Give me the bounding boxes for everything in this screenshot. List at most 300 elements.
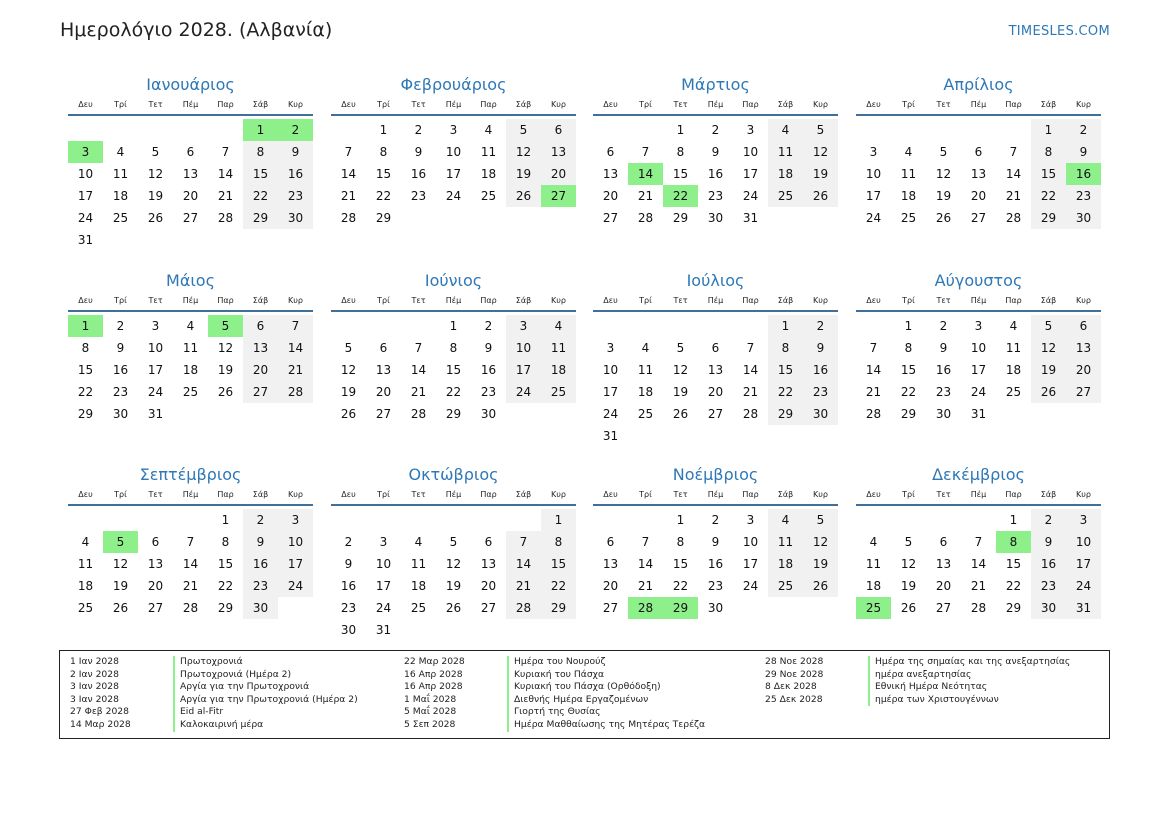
day-cell[interactable]: 4 xyxy=(116,145,125,159)
day-cell[interactable]: 8 xyxy=(541,531,576,553)
day-cell[interactable]: 9 xyxy=(803,337,838,359)
day-cell[interactable]: 12 xyxy=(112,557,129,571)
day-cell[interactable]: 9 xyxy=(484,341,493,355)
day-cell[interactable]: 17 xyxy=(742,167,759,181)
day-cell[interactable]: 19 xyxy=(935,189,952,203)
day-cell[interactable]: 19 xyxy=(506,163,541,185)
day-cell[interactable]: 20 xyxy=(147,579,164,593)
day-cell[interactable]: 10 xyxy=(375,557,392,571)
day-cell[interactable]: 3 xyxy=(869,145,878,159)
day-cell[interactable]: 19 xyxy=(147,189,164,203)
day-cell[interactable]: 7 xyxy=(414,341,423,355)
day-cell[interactable]: 21 xyxy=(182,579,199,593)
day-cell[interactable]: 20 xyxy=(602,579,619,593)
day-cell[interactable]: 29 xyxy=(541,597,576,619)
day-cell[interactable]: 19 xyxy=(803,553,838,575)
day-cell[interactable]: 12 xyxy=(506,141,541,163)
day-cell[interactable]: 4 xyxy=(768,509,803,531)
holiday-day-cell[interactable]: 16 xyxy=(1066,163,1101,185)
day-cell[interactable]: 4 xyxy=(186,319,195,333)
day-cell[interactable]: 26 xyxy=(506,185,541,207)
day-cell[interactable]: 24 xyxy=(865,211,882,225)
day-cell[interactable]: 28 xyxy=(865,407,882,421)
day-cell[interactable]: 29 xyxy=(243,207,278,229)
day-cell[interactable]: 15 xyxy=(1005,557,1022,571)
day-cell[interactable]: 25 xyxy=(541,381,576,403)
day-cell[interactable]: 3 xyxy=(974,319,983,333)
day-cell[interactable]: 25 xyxy=(480,189,497,203)
day-cell[interactable]: 9 xyxy=(939,341,948,355)
day-cell[interactable]: 31 xyxy=(375,623,392,637)
day-cell[interactable]: 28 xyxy=(410,407,427,421)
day-cell[interactable]: 8 xyxy=(676,145,685,159)
day-cell[interactable]: 15 xyxy=(541,553,576,575)
day-cell[interactable]: 12 xyxy=(1031,337,1066,359)
day-cell[interactable]: 22 xyxy=(1005,579,1022,593)
day-cell[interactable]: 15 xyxy=(900,363,917,377)
day-cell[interactable]: 4 xyxy=(1009,319,1018,333)
day-cell[interactable]: 28 xyxy=(340,211,357,225)
day-cell[interactable]: 28 xyxy=(1005,211,1022,225)
day-cell[interactable]: 12 xyxy=(935,167,952,181)
day-cell[interactable]: 23 xyxy=(243,575,278,597)
day-cell[interactable]: 20 xyxy=(1066,359,1101,381)
day-cell[interactable]: 8 xyxy=(81,341,90,355)
day-cell[interactable]: 11 xyxy=(865,557,882,571)
day-cell[interactable]: 23 xyxy=(278,185,313,207)
day-cell[interactable]: 9 xyxy=(414,145,423,159)
day-cell[interactable]: 30 xyxy=(1066,207,1101,229)
day-cell[interactable]: 22 xyxy=(1031,185,1066,207)
day-cell[interactable]: 3 xyxy=(379,535,388,549)
day-cell[interactable]: 9 xyxy=(1066,141,1101,163)
day-cell[interactable]: 19 xyxy=(803,163,838,185)
day-cell[interactable]: 24 xyxy=(970,385,987,399)
day-cell[interactable]: 6 xyxy=(541,119,576,141)
day-cell[interactable]: 17 xyxy=(445,167,462,181)
day-cell[interactable]: 9 xyxy=(711,145,720,159)
day-cell[interactable]: 5 xyxy=(344,341,353,355)
day-cell[interactable]: 10 xyxy=(1066,531,1101,553)
day-cell[interactable]: 25 xyxy=(112,211,129,225)
day-cell[interactable]: 22 xyxy=(243,185,278,207)
day-cell[interactable]: 10 xyxy=(506,337,541,359)
day-cell[interactable]: 9 xyxy=(243,531,278,553)
day-cell[interactable]: 12 xyxy=(672,363,689,377)
day-cell[interactable]: 18 xyxy=(182,363,199,377)
day-cell[interactable]: 15 xyxy=(672,167,689,181)
day-cell[interactable]: 25 xyxy=(410,601,427,615)
day-cell[interactable]: 31 xyxy=(742,211,759,225)
day-cell[interactable]: 11 xyxy=(1005,341,1022,355)
day-cell[interactable]: 29 xyxy=(217,601,234,615)
day-cell[interactable]: 14 xyxy=(340,167,357,181)
day-cell[interactable]: 6 xyxy=(151,535,160,549)
day-cell[interactable]: 4 xyxy=(904,145,913,159)
holiday-day-cell[interactable]: 22 xyxy=(663,185,698,207)
day-cell[interactable]: 1 xyxy=(676,513,685,527)
day-cell[interactable]: 26 xyxy=(803,185,838,207)
day-cell[interactable]: 11 xyxy=(480,145,497,159)
day-cell[interactable]: 4 xyxy=(869,535,878,549)
day-cell[interactable]: 27 xyxy=(480,601,497,615)
day-cell[interactable]: 23 xyxy=(1066,185,1101,207)
day-cell[interactable]: 23 xyxy=(707,189,724,203)
day-cell[interactable]: 11 xyxy=(900,167,917,181)
day-cell[interactable]: 5 xyxy=(803,119,838,141)
day-cell[interactable]: 30 xyxy=(480,407,497,421)
day-cell[interactable]: 18 xyxy=(900,189,917,203)
day-cell[interactable]: 1 xyxy=(768,315,803,337)
day-cell[interactable]: 14 xyxy=(278,337,313,359)
day-cell[interactable]: 12 xyxy=(803,531,838,553)
day-cell[interactable]: 6 xyxy=(186,145,195,159)
day-cell[interactable]: 28 xyxy=(182,601,199,615)
holiday-day-cell[interactable]: 27 xyxy=(541,185,576,207)
day-cell[interactable]: 8 xyxy=(379,145,388,159)
day-cell[interactable]: 2 xyxy=(344,535,353,549)
holiday-day-cell[interactable]: 1 xyxy=(243,119,278,141)
day-cell[interactable]: 22 xyxy=(445,385,462,399)
holiday-day-cell[interactable]: 2 xyxy=(278,119,313,141)
holiday-day-cell[interactable]: 29 xyxy=(663,597,698,619)
day-cell[interactable]: 22 xyxy=(672,579,689,593)
day-cell[interactable]: 29 xyxy=(1031,207,1066,229)
day-cell[interactable]: 17 xyxy=(147,363,164,377)
day-cell[interactable]: 7 xyxy=(641,145,650,159)
day-cell[interactable]: 13 xyxy=(935,557,952,571)
day-cell[interactable]: 25 xyxy=(182,385,199,399)
day-cell[interactable]: 21 xyxy=(217,189,234,203)
day-cell[interactable]: 27 xyxy=(970,211,987,225)
day-cell[interactable]: 1 xyxy=(541,509,576,531)
day-cell[interactable]: 15 xyxy=(375,167,392,181)
day-cell[interactable]: 31 xyxy=(77,233,94,247)
day-cell[interactable]: 12 xyxy=(217,341,234,355)
brand-link[interactable]: TIMESLES.COM xyxy=(1008,24,1110,39)
day-cell[interactable]: 6 xyxy=(711,341,720,355)
day-cell[interactable]: 4 xyxy=(541,315,576,337)
day-cell[interactable]: 11 xyxy=(768,141,803,163)
day-cell[interactable]: 27 xyxy=(935,601,952,615)
day-cell[interactable]: 2 xyxy=(484,319,493,333)
holiday-day-cell[interactable]: 1 xyxy=(68,315,103,337)
day-cell[interactable]: 23 xyxy=(1031,575,1066,597)
day-cell[interactable]: 3 xyxy=(506,315,541,337)
day-cell[interactable]: 15 xyxy=(672,557,689,571)
day-cell[interactable]: 12 xyxy=(445,557,462,571)
day-cell[interactable]: 17 xyxy=(506,359,541,381)
day-cell[interactable]: 17 xyxy=(278,553,313,575)
day-cell[interactable]: 3 xyxy=(746,513,755,527)
day-cell[interactable]: 17 xyxy=(865,189,882,203)
day-cell[interactable]: 16 xyxy=(707,557,724,571)
day-cell[interactable]: 26 xyxy=(1031,381,1066,403)
day-cell[interactable]: 24 xyxy=(602,407,619,421)
day-cell[interactable]: 21 xyxy=(340,189,357,203)
day-cell[interactable]: 26 xyxy=(340,407,357,421)
day-cell[interactable]: 1 xyxy=(449,319,458,333)
day-cell[interactable]: 12 xyxy=(147,167,164,181)
day-cell[interactable]: 22 xyxy=(77,385,94,399)
day-cell[interactable]: 17 xyxy=(742,557,759,571)
day-cell[interactable]: 21 xyxy=(278,359,313,381)
day-cell[interactable]: 4 xyxy=(484,123,493,137)
day-cell[interactable]: 30 xyxy=(935,407,952,421)
day-cell[interactable]: 7 xyxy=(641,535,650,549)
day-cell[interactable]: 7 xyxy=(1009,145,1018,159)
day-cell[interactable]: 30 xyxy=(278,207,313,229)
day-cell[interactable]: 5 xyxy=(449,535,458,549)
day-cell[interactable]: 7 xyxy=(869,341,878,355)
day-cell[interactable]: 5 xyxy=(151,145,160,159)
day-cell[interactable]: 24 xyxy=(375,601,392,615)
holiday-day-cell[interactable]: 28 xyxy=(628,597,663,619)
day-cell[interactable]: 22 xyxy=(900,385,917,399)
day-cell[interactable]: 1 xyxy=(1031,119,1066,141)
day-cell[interactable]: 17 xyxy=(375,579,392,593)
day-cell[interactable]: 5 xyxy=(1031,315,1066,337)
holiday-day-cell[interactable]: 5 xyxy=(208,315,243,337)
day-cell[interactable]: 1 xyxy=(676,123,685,137)
day-cell[interactable]: 31 xyxy=(602,429,619,443)
day-cell[interactable]: 8 xyxy=(449,341,458,355)
day-cell[interactable]: 26 xyxy=(147,211,164,225)
day-cell[interactable]: 29 xyxy=(900,407,917,421)
day-cell[interactable]: 13 xyxy=(182,167,199,181)
day-cell[interactable]: 2 xyxy=(711,123,720,137)
day-cell[interactable]: 9 xyxy=(116,341,125,355)
day-cell[interactable]: 3 xyxy=(151,319,160,333)
day-cell[interactable]: 14 xyxy=(970,557,987,571)
day-cell[interactable]: 3 xyxy=(278,509,313,531)
day-cell[interactable]: 16 xyxy=(480,363,497,377)
day-cell[interactable]: 5 xyxy=(676,341,685,355)
day-cell[interactable]: 10 xyxy=(865,167,882,181)
day-cell[interactable]: 23 xyxy=(803,381,838,403)
day-cell[interactable]: 13 xyxy=(243,337,278,359)
day-cell[interactable]: 16 xyxy=(1031,553,1066,575)
day-cell[interactable]: 13 xyxy=(1066,337,1101,359)
day-cell[interactable]: 8 xyxy=(243,141,278,163)
day-cell[interactable]: 23 xyxy=(340,601,357,615)
day-cell[interactable]: 30 xyxy=(803,403,838,425)
day-cell[interactable]: 24 xyxy=(742,579,759,593)
day-cell[interactable]: 19 xyxy=(217,363,234,377)
day-cell[interactable]: 21 xyxy=(865,385,882,399)
day-cell[interactable]: 4 xyxy=(414,535,423,549)
day-cell[interactable]: 26 xyxy=(217,385,234,399)
day-cell[interactable]: 23 xyxy=(480,385,497,399)
day-cell[interactable]: 8 xyxy=(904,341,913,355)
day-cell[interactable]: 28 xyxy=(970,601,987,615)
day-cell[interactable]: 8 xyxy=(676,535,685,549)
day-cell[interactable]: 18 xyxy=(541,359,576,381)
day-cell[interactable]: 19 xyxy=(112,579,129,593)
day-cell[interactable]: 10 xyxy=(742,535,759,549)
day-cell[interactable]: 29 xyxy=(375,211,392,225)
day-cell[interactable]: 14 xyxy=(1005,167,1022,181)
day-cell[interactable]: 17 xyxy=(602,385,619,399)
day-cell[interactable]: 13 xyxy=(707,363,724,377)
day-cell[interactable]: 23 xyxy=(935,385,952,399)
day-cell[interactable]: 7 xyxy=(278,315,313,337)
day-cell[interactable]: 5 xyxy=(939,145,948,159)
day-cell[interactable]: 21 xyxy=(506,575,541,597)
day-cell[interactable]: 6 xyxy=(1066,315,1101,337)
day-cell[interactable]: 19 xyxy=(340,385,357,399)
day-cell[interactable]: 26 xyxy=(935,211,952,225)
day-cell[interactable]: 3 xyxy=(606,341,615,355)
day-cell[interactable]: 9 xyxy=(278,141,313,163)
day-cell[interactable]: 21 xyxy=(637,189,654,203)
day-cell[interactable]: 11 xyxy=(112,167,129,181)
day-cell[interactable]: 29 xyxy=(445,407,462,421)
day-cell[interactable]: 18 xyxy=(480,167,497,181)
day-cell[interactable]: 25 xyxy=(637,407,654,421)
day-cell[interactable]: 27 xyxy=(602,601,619,615)
day-cell[interactable]: 30 xyxy=(340,623,357,637)
day-cell[interactable]: 13 xyxy=(147,557,164,571)
day-cell[interactable]: 22 xyxy=(217,579,234,593)
day-cell[interactable]: 16 xyxy=(243,553,278,575)
day-cell[interactable]: 6 xyxy=(939,535,948,549)
day-cell[interactable]: 27 xyxy=(147,601,164,615)
day-cell[interactable]: 7 xyxy=(221,145,230,159)
day-cell[interactable]: 20 xyxy=(480,579,497,593)
day-cell[interactable]: 24 xyxy=(278,575,313,597)
day-cell[interactable]: 24 xyxy=(77,211,94,225)
day-cell[interactable]: 23 xyxy=(410,189,427,203)
day-cell[interactable]: 26 xyxy=(900,601,917,615)
day-cell[interactable]: 7 xyxy=(746,341,755,355)
day-cell[interactable]: 27 xyxy=(375,407,392,421)
day-cell[interactable]: 31 xyxy=(1066,597,1101,619)
day-cell[interactable]: 18 xyxy=(768,163,803,185)
day-cell[interactable]: 11 xyxy=(77,557,94,571)
day-cell[interactable]: 18 xyxy=(1005,363,1022,377)
day-cell[interactable]: 20 xyxy=(375,385,392,399)
day-cell[interactable]: 15 xyxy=(1031,163,1066,185)
day-cell[interactable]: 6 xyxy=(484,535,493,549)
day-cell[interactable]: 24 xyxy=(445,189,462,203)
day-cell[interactable]: 26 xyxy=(672,407,689,421)
day-cell[interactable]: 15 xyxy=(243,163,278,185)
day-cell[interactable]: 2 xyxy=(116,319,125,333)
day-cell[interactable]: 29 xyxy=(768,403,803,425)
day-cell[interactable]: 21 xyxy=(1005,189,1022,203)
day-cell[interactable]: 2 xyxy=(414,123,423,137)
day-cell[interactable]: 5 xyxy=(506,119,541,141)
day-cell[interactable]: 11 xyxy=(182,341,199,355)
day-cell[interactable]: 12 xyxy=(900,557,917,571)
day-cell[interactable]: 4 xyxy=(641,341,650,355)
day-cell[interactable]: 11 xyxy=(768,531,803,553)
day-cell[interactable]: 2 xyxy=(1066,119,1101,141)
day-cell[interactable]: 27 xyxy=(707,407,724,421)
day-cell[interactable]: 6 xyxy=(606,145,615,159)
day-cell[interactable]: 29 xyxy=(1005,601,1022,615)
day-cell[interactable]: 4 xyxy=(768,119,803,141)
day-cell[interactable]: 18 xyxy=(410,579,427,593)
day-cell[interactable]: 16 xyxy=(935,363,952,377)
day-cell[interactable]: 30 xyxy=(1031,597,1066,619)
day-cell[interactable]: 3 xyxy=(746,123,755,137)
day-cell[interactable]: 11 xyxy=(541,337,576,359)
day-cell[interactable]: 10 xyxy=(77,167,94,181)
day-cell[interactable]: 1 xyxy=(1009,513,1018,527)
day-cell[interactable]: 22 xyxy=(541,575,576,597)
day-cell[interactable]: 29 xyxy=(672,211,689,225)
day-cell[interactable]: 5 xyxy=(803,509,838,531)
day-cell[interactable]: 13 xyxy=(541,141,576,163)
day-cell[interactable]: 15 xyxy=(445,363,462,377)
day-cell[interactable]: 7 xyxy=(344,145,353,159)
holiday-day-cell[interactable]: 25 xyxy=(856,597,891,619)
day-cell[interactable]: 21 xyxy=(637,579,654,593)
day-cell[interactable]: 23 xyxy=(707,579,724,593)
day-cell[interactable]: 13 xyxy=(602,167,619,181)
day-cell[interactable]: 6 xyxy=(243,315,278,337)
day-cell[interactable]: 18 xyxy=(865,579,882,593)
day-cell[interactable]: 7 xyxy=(506,531,541,553)
day-cell[interactable]: 8 xyxy=(1031,141,1066,163)
day-cell[interactable]: 16 xyxy=(278,163,313,185)
day-cell[interactable]: 14 xyxy=(506,553,541,575)
day-cell[interactable]: 11 xyxy=(410,557,427,571)
day-cell[interactable]: 16 xyxy=(410,167,427,181)
day-cell[interactable]: 8 xyxy=(768,337,803,359)
day-cell[interactable]: 8 xyxy=(221,535,230,549)
day-cell[interactable]: 13 xyxy=(480,557,497,571)
day-cell[interactable]: 15 xyxy=(77,363,94,377)
holiday-day-cell[interactable]: 14 xyxy=(628,163,663,185)
day-cell[interactable]: 28 xyxy=(637,211,654,225)
day-cell[interactable]: 30 xyxy=(707,211,724,225)
day-cell[interactable]: 6 xyxy=(379,341,388,355)
day-cell[interactable]: 14 xyxy=(410,363,427,377)
day-cell[interactable]: 20 xyxy=(243,359,278,381)
day-cell[interactable]: 12 xyxy=(340,363,357,377)
day-cell[interactable]: 28 xyxy=(217,211,234,225)
day-cell[interactable]: 25 xyxy=(77,601,94,615)
day-cell[interactable]: 5 xyxy=(904,535,913,549)
day-cell[interactable]: 21 xyxy=(742,385,759,399)
day-cell[interactable]: 26 xyxy=(445,601,462,615)
day-cell[interactable]: 16 xyxy=(340,579,357,593)
day-cell[interactable]: 3 xyxy=(1066,509,1101,531)
holiday-day-cell[interactable]: 5 xyxy=(103,531,138,553)
day-cell[interactable]: 16 xyxy=(707,167,724,181)
day-cell[interactable]: 24 xyxy=(1066,575,1101,597)
day-cell[interactable]: 19 xyxy=(1031,359,1066,381)
day-cell[interactable]: 16 xyxy=(112,363,129,377)
day-cell[interactable]: 27 xyxy=(243,381,278,403)
day-cell[interactable]: 10 xyxy=(742,145,759,159)
day-cell[interactable]: 20 xyxy=(541,163,576,185)
day-cell[interactable]: 6 xyxy=(606,535,615,549)
day-cell[interactable]: 11 xyxy=(637,363,654,377)
day-cell[interactable]: 26 xyxy=(803,575,838,597)
day-cell[interactable]: 27 xyxy=(602,211,619,225)
day-cell[interactable]: 30 xyxy=(243,597,278,619)
day-cell[interactable]: 20 xyxy=(935,579,952,593)
day-cell[interactable]: 17 xyxy=(970,363,987,377)
day-cell[interactable]: 24 xyxy=(742,189,759,203)
day-cell[interactable]: 7 xyxy=(974,535,983,549)
day-cell[interactable]: 18 xyxy=(637,385,654,399)
day-cell[interactable]: 10 xyxy=(278,531,313,553)
